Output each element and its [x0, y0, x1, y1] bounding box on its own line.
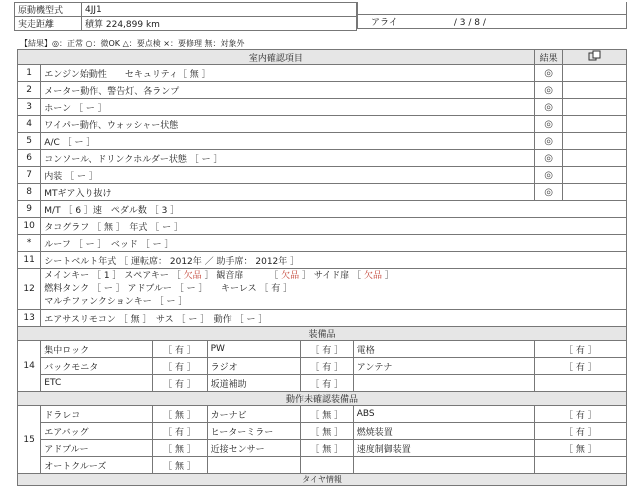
equipment-name: オートクルーズ	[41, 457, 152, 474]
result-header: 結果	[534, 50, 563, 65]
equipment-value: ［ 無 ］	[300, 440, 353, 457]
alignment-table	[357, 2, 627, 29]
section2-title: 装備品	[18, 327, 627, 341]
table-row	[18, 65, 627, 82]
table-row	[18, 116, 627, 133]
equipment-value: ［ 有 ］	[152, 423, 207, 440]
equipment-name: ラジオ	[207, 358, 300, 375]
result-mark: ◎	[534, 65, 563, 82]
equipment-name: ETC	[41, 375, 152, 392]
table-row	[18, 440, 627, 457]
result-mark: ◎	[534, 116, 563, 133]
check-item: ホーン ［ ー ］	[41, 99, 535, 116]
table-row	[18, 341, 627, 358]
equipment-name: アドブルー	[41, 440, 152, 457]
row-number: 4	[18, 116, 41, 133]
check-item: A/C ［ ー ］	[41, 133, 535, 150]
equipment-name	[353, 457, 534, 474]
row-number: 5	[18, 133, 41, 150]
equipment-name: 電格	[353, 341, 534, 358]
result-mark: ◎	[534, 184, 563, 201]
table-row	[18, 167, 627, 184]
result-mark: ◎	[534, 167, 563, 184]
check-item: エンジン始動性 セキュリティ［ 無 ］	[41, 65, 535, 82]
equipment-value: ［ 有 ］	[534, 423, 626, 440]
equipment-name: ドラレコ	[41, 406, 152, 423]
equipment-name: アンテナ	[353, 358, 534, 375]
tire-info-title: タイヤ情報	[18, 474, 627, 486]
equipment-value: ［ 無 ］	[152, 406, 207, 423]
equipment-value: ［ 有 ］	[300, 341, 353, 358]
key-info	[41, 269, 627, 310]
note-cell	[563, 133, 627, 150]
equipment-value: ［ 有 ］	[152, 341, 207, 358]
equipment-name: 燃焼装置	[353, 423, 534, 440]
table-row	[18, 358, 627, 375]
missing-badge: 欠品	[281, 270, 300, 281]
equipment-value	[534, 375, 626, 392]
check-item: シートベルト年式 ［ 運転席： 2012年 ／ 助手席： 2012年 ］	[41, 252, 627, 269]
result-mark: ◎	[534, 133, 563, 150]
check-item: ルーフ ［ ー ］ ベッド ［ ー ］	[41, 235, 627, 252]
row-number: 7	[18, 167, 41, 184]
row-number: 9	[18, 201, 41, 218]
row-number: 6	[18, 150, 41, 167]
equipment-name: ヒーターミラー	[207, 423, 300, 440]
table-row	[18, 423, 627, 440]
note-cell	[563, 150, 627, 167]
equipment-name: カーナビ	[207, 406, 300, 423]
key-line-2: 燃料タンク ［ ー ］ アドブルー ［ ー ］ キーレス ［ 有 ］	[44, 283, 293, 294]
equipment-value: ［ 無 ］	[152, 457, 207, 474]
row-number: 8	[18, 184, 41, 201]
equipment-name: 坂道補助	[207, 375, 300, 392]
equipment-name: 集中ロック	[41, 341, 152, 358]
note-cell	[563, 65, 627, 82]
equipment-value: ［ 有 ］	[300, 375, 353, 392]
model-label: 原動機型式	[15, 3, 82, 17]
equipment-value	[534, 457, 626, 474]
check-item: タコグラフ ［ 無 ］ 年式 ［ ー ］	[41, 218, 627, 235]
key-line-1: メインキー ［ 1 ］ スペアキー ［ 欠品 ］ 観音扉 ［ 欠品 ］ サイド扉 ［ 欠品 ］	[44, 270, 394, 281]
row-number: 13	[18, 310, 41, 327]
note-cell	[563, 167, 627, 184]
mileage-value: 積算 224,899 km	[82, 17, 357, 31]
equipment-value: ［ 有 ］	[534, 341, 626, 358]
check-item: ワイパー動作、ウォッシャー状態	[41, 116, 535, 133]
check-item: MTギア入り抜け	[41, 184, 535, 201]
table-row	[18, 133, 627, 150]
equipment-value: ［ 無 ］	[300, 423, 353, 440]
result-mark: ◎	[534, 82, 563, 99]
row-number: 12	[18, 269, 41, 310]
row-number: 11	[18, 252, 41, 269]
key-line-3: マルチファンクションキー ［ ー ］	[44, 296, 188, 307]
model-value: 4JJ1	[82, 3, 357, 17]
note-cell	[563, 116, 627, 133]
section1-title: 室内確認項目	[18, 50, 535, 65]
equipment-value: ［ 有 ］	[534, 358, 626, 375]
alignment-label: アライ	[371, 18, 398, 28]
check-item: 内装 ［ ー ］	[41, 167, 535, 184]
note-cell	[563, 82, 627, 99]
table-row	[18, 375, 627, 392]
row-number: 3	[18, 99, 41, 116]
equipment-name	[353, 375, 534, 392]
check-item: M/T ［ 6 ］速 ペダル数 ［ 3 ］	[41, 201, 627, 218]
table-row	[18, 82, 627, 99]
equipment-value	[300, 457, 353, 474]
result-mark: ◎	[534, 99, 563, 116]
table-row	[18, 150, 627, 167]
equipment-value: ［ 有 ］	[534, 406, 626, 423]
equipment-name: PW	[207, 341, 300, 358]
table-row	[18, 184, 627, 201]
row-number: 14	[18, 341, 41, 392]
equipment-name: エアバッグ	[41, 423, 152, 440]
row-number: 2	[18, 82, 41, 99]
equipment-name: バックモニタ	[41, 358, 152, 375]
equipment-value: ［ 有 ］	[300, 358, 353, 375]
legend: 【結果】◎：正常 ○：微OK △：要点検 ×：要修理 無：対象外	[20, 39, 245, 48]
copy-icon[interactable]	[563, 50, 627, 65]
result-mark: ◎	[534, 150, 563, 167]
check-item: メーター動作、警告灯、各ランプ	[41, 82, 535, 99]
equipment-value: ［ 有 ］	[152, 358, 207, 375]
missing-badge: 欠品	[183, 270, 202, 281]
equipment-name: 速度制御装置	[353, 440, 534, 457]
missing-badge: 欠品	[363, 270, 382, 281]
table-row	[18, 99, 627, 116]
mileage-label: 実走距離	[15, 17, 82, 31]
section3-title: 動作未確認装備品	[18, 392, 627, 406]
note-cell	[563, 99, 627, 116]
equipment-name: ABS	[353, 406, 534, 423]
check-item: コンソール、ドリンクホルダー状態 ［ ー ］	[41, 150, 535, 167]
table-row	[18, 406, 627, 423]
row-number: 15	[18, 406, 41, 474]
row-number: 10	[18, 218, 41, 235]
inspection-table	[17, 49, 627, 486]
vehicle-info-table	[14, 2, 357, 31]
equipment-value: ［ 無 ］	[152, 440, 207, 457]
note-cell	[563, 184, 627, 201]
equipment-value: ［ 無 ］	[300, 406, 353, 423]
equipment-name: 近接センサー	[207, 440, 300, 457]
equipment-value: ［ 有 ］	[152, 375, 207, 392]
row-number: *	[18, 235, 41, 252]
check-item: エアサスリモコン ［ 無 ］ サス ［ ー ］ 動作 ［ ー ］	[41, 310, 627, 327]
alignment-value: / 3 / 8 /	[453, 18, 486, 28]
equipment-name	[207, 457, 300, 474]
row-number: 1	[18, 65, 41, 82]
alignment-blank	[358, 2, 627, 15]
table-row	[18, 457, 627, 474]
equipment-value: ［ 無 ］	[534, 440, 626, 457]
